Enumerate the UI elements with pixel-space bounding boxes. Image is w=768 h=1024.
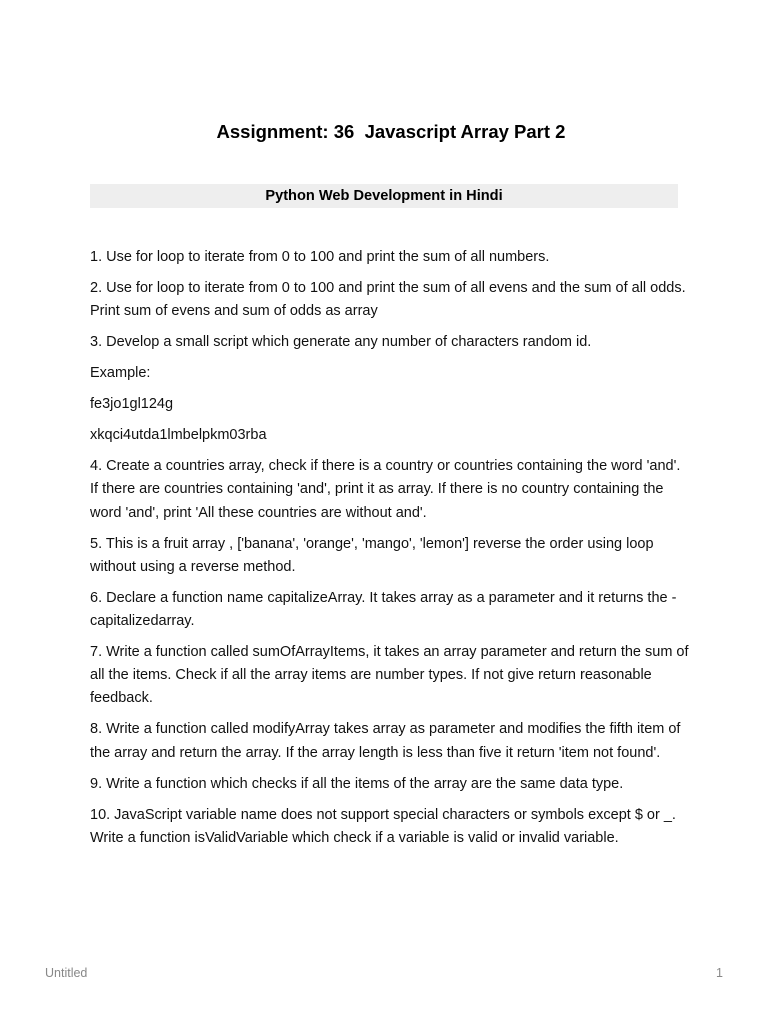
question-1: 1. Use for loop to iterate from 0 to 100 and print the sum of all numbers. <box>90 249 550 265</box>
subtitle-banner: Python Web Development in Hindi <box>90 184 678 208</box>
question-2: 2. Use for loop to iterate from 0 to 100 and print the sum of all evens and the sum of all odds. Print sum of evens and sum of odds as array <box>90 280 686 320</box>
question-9: 9. Write a function which checks if all the items of the array are the same data type. <box>90 775 624 792</box>
example-id-2: xkqci4utda1lmbelpkm03rba <box>90 427 267 444</box>
question-10: 10. JavaScript variable name does not support special characters or symbols except $ or _. Write a function isValidVariable which check if a variable is valid or invalid variable. <box>90 806 676 846</box>
question-4: 4. Create a countries array, check if there is a country or countries containing the word 'and'. If there are countries containing 'and', print it as array. If there is no country containing the word 'and', print 'All these countries are without and'. <box>90 458 681 521</box>
question-6: 6. Declare a function name capitalizeArray. It takes array as a parameter and it returns the - capitalizedarray. <box>90 589 677 630</box>
example-id-1: fe3jo1gl124g <box>90 396 174 413</box>
footer-page-number: 1 <box>716 966 723 980</box>
question-8: 8. Write a function called modifyArray takes array as parameter and modifies the fifth item of the array and return the array. If the array length is less than five it return 'item not found'. <box>90 721 681 761</box>
question-7: 7. Write a function called sumOfArrayItems, it takes an array parameter and return the sum of all the items. Check if all the array items are number types. If not give return reasonable feedback. <box>90 644 689 707</box>
document-title: Assignment: 36 Javascript Array Part 2 <box>216 121 566 142</box>
question-5: 5. This is a fruit array , ['banana', 'orange', 'mango', 'lemon'] reverse the order using loop without using a reverse method. <box>90 535 654 575</box>
question-3: 3. Develop a small script which generate any number of characters random id. <box>90 334 592 351</box>
question-list <box>90 246 690 858</box>
example-label: Example: <box>90 365 151 382</box>
footer-document-name: Untitled <box>45 966 88 980</box>
